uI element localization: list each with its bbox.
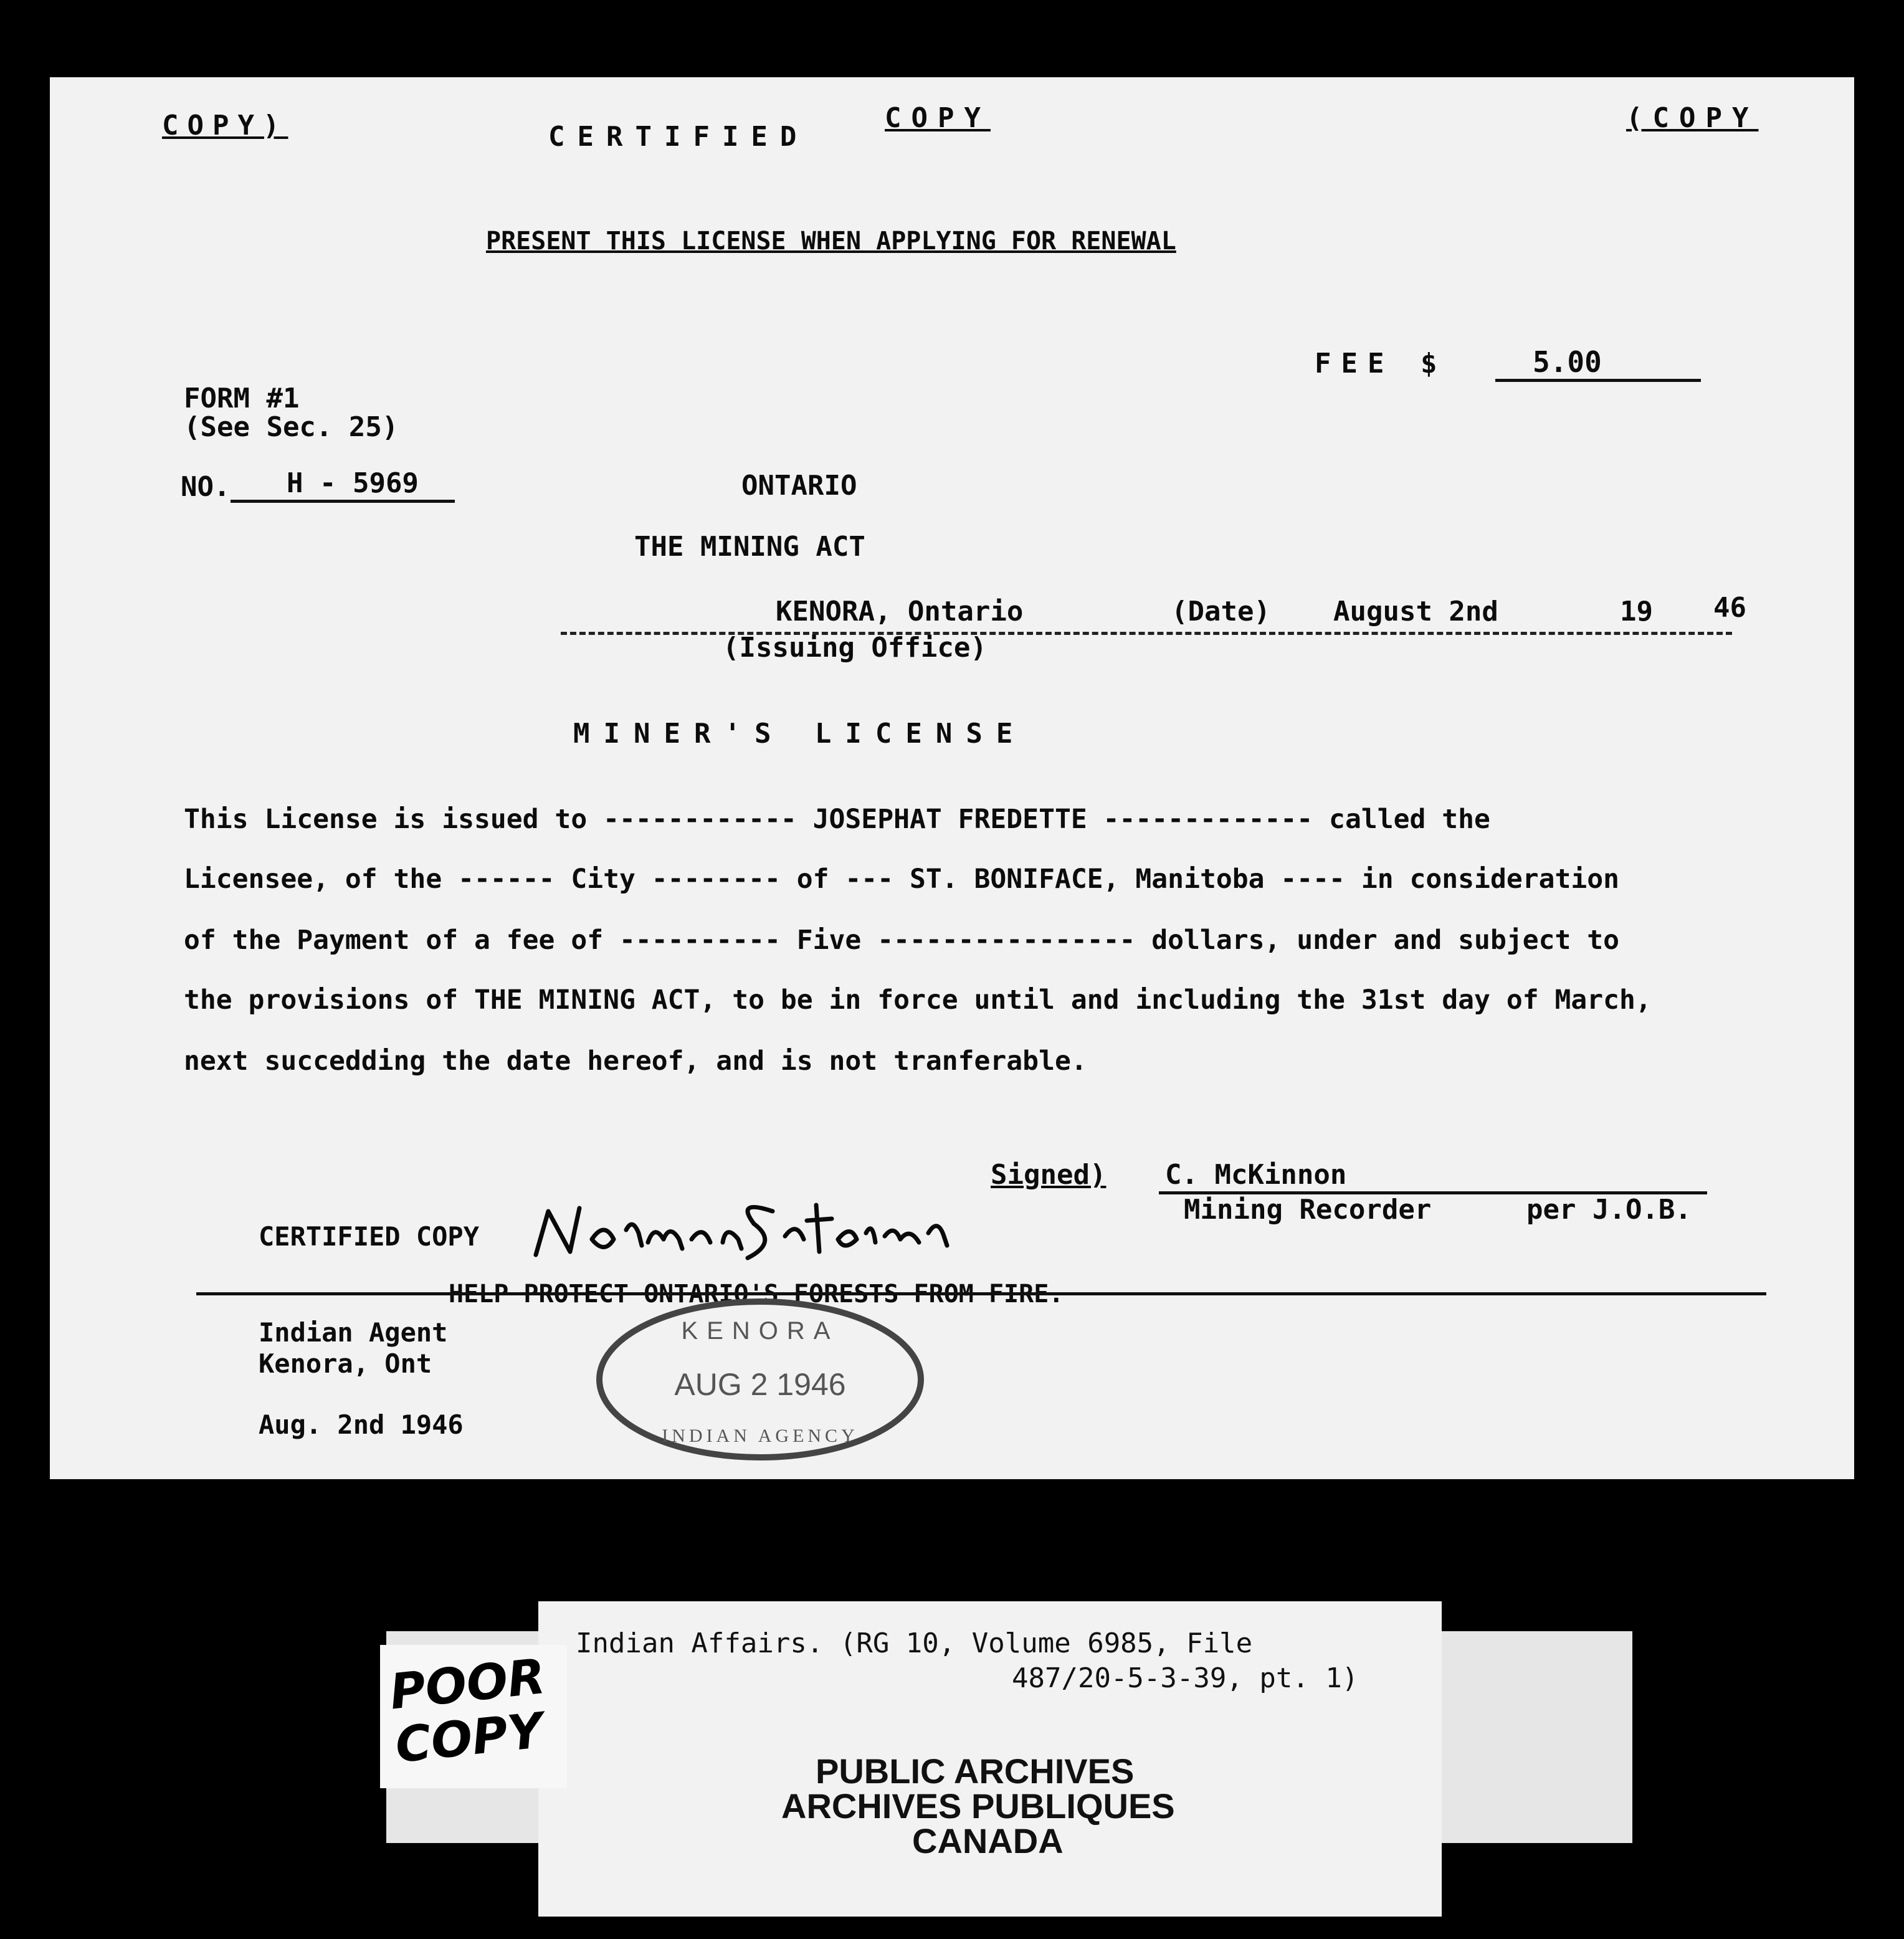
fire-notice: HELP PROTECT ONTARIO'S FORESTS FROM FIRE. <box>449 1280 1064 1308</box>
body-line-4: the provisions of THE MINING ACT, to be in force until and including the 31st day of March, <box>184 984 1652 1016</box>
year-prefix: 19 <box>1620 596 1653 627</box>
form-number: FORM #1 <box>184 383 300 414</box>
province: ONTARIO <box>741 470 857 502</box>
certification-line <box>196 1292 1766 1295</box>
poor-copy-text: POOR COPY <box>387 1648 548 1775</box>
license-no-label: NO. <box>181 471 231 503</box>
fee-value: 5.00 <box>1533 345 1602 379</box>
fee-label: FEE $ <box>1315 348 1447 379</box>
date-value: August 2nd <box>1333 596 1498 627</box>
license-no-value: H - 5969 <box>287 467 419 499</box>
signer-title: Mining Recorder <box>1184 1194 1432 1226</box>
date-label: (Date) <box>1171 596 1270 627</box>
renewal-notice: PRESENT THIS LICENSE WHEN APPLYING FOR RENEWAL <box>486 227 1176 255</box>
archive-country: CANADA <box>912 1821 1064 1860</box>
agency-stamp <box>592 1292 928 1467</box>
stamp-top-text: KENORA <box>681 1317 839 1345</box>
handwritten-signature <box>523 1186 959 1267</box>
license-title: MINER'S LICENSE <box>573 718 1027 750</box>
agent-date: Aug. 2nd 1946 <box>259 1409 464 1440</box>
copy-mark-right: (COPY <box>1626 102 1759 134</box>
poor-copy-note <box>380 1645 567 1788</box>
stamp-date-text: AUG 2 1946 <box>674 1367 846 1402</box>
license-document <box>50 77 1854 1479</box>
archive-name-fr: ARCHIVES PUBLIQUES <box>781 1786 1175 1826</box>
certified-copy-label: CERTIFIED COPY <box>259 1221 480 1252</box>
act-title: THE MINING ACT <box>634 531 865 563</box>
certified-header: CERTIFIED <box>548 121 809 153</box>
body-line-1: This License is issued to ------------ JOSEPHAT FREDETTE ------------- called the <box>184 804 1490 835</box>
archive-reference-line-1: Indian Affairs. (RG 10, Volume 6985, File <box>576 1627 1253 1659</box>
body-line-2: Licensee, of the ------ City -------- of --- ST. BONIFACE, Manitoba ---- in consideration <box>184 864 1620 895</box>
certified-copy-mark: COPY <box>885 102 991 134</box>
signer-name: C. McKinnon <box>1165 1159 1347 1191</box>
body-line-3: of the Payment of a fee of ---------- Five ---------------- dollars, under and subject to <box>184 925 1620 956</box>
agent-title: Indian Agent <box>259 1317 448 1348</box>
signer-per: per J.O.B. <box>1526 1194 1692 1226</box>
fee-underline <box>1495 379 1701 382</box>
issuing-office: KENORA, Ontario <box>776 596 1024 627</box>
form-section: (See Sec. 25) <box>184 411 399 443</box>
agent-location: Kenora, Ont <box>259 1348 432 1379</box>
signed-label: Signed) <box>991 1159 1107 1191</box>
archive-label <box>538 1601 1442 1917</box>
year-suffix: 46 <box>1713 592 1746 624</box>
copy-mark-left: COPY) <box>162 110 288 141</box>
stamp-bottom-text: INDIAN AGENCY <box>662 1426 859 1446</box>
archive-reference-line-2: 487/20-5-3-39, pt. 1) <box>1012 1662 1359 1694</box>
archive-name-en: PUBLIC ARCHIVES <box>816 1751 1135 1791</box>
body-line-5: next succedding the date hereof, and is not tranferable. <box>184 1046 1087 1077</box>
issuing-office-caption: (Issuing Office) <box>723 632 987 664</box>
license-no-underline <box>231 500 455 503</box>
